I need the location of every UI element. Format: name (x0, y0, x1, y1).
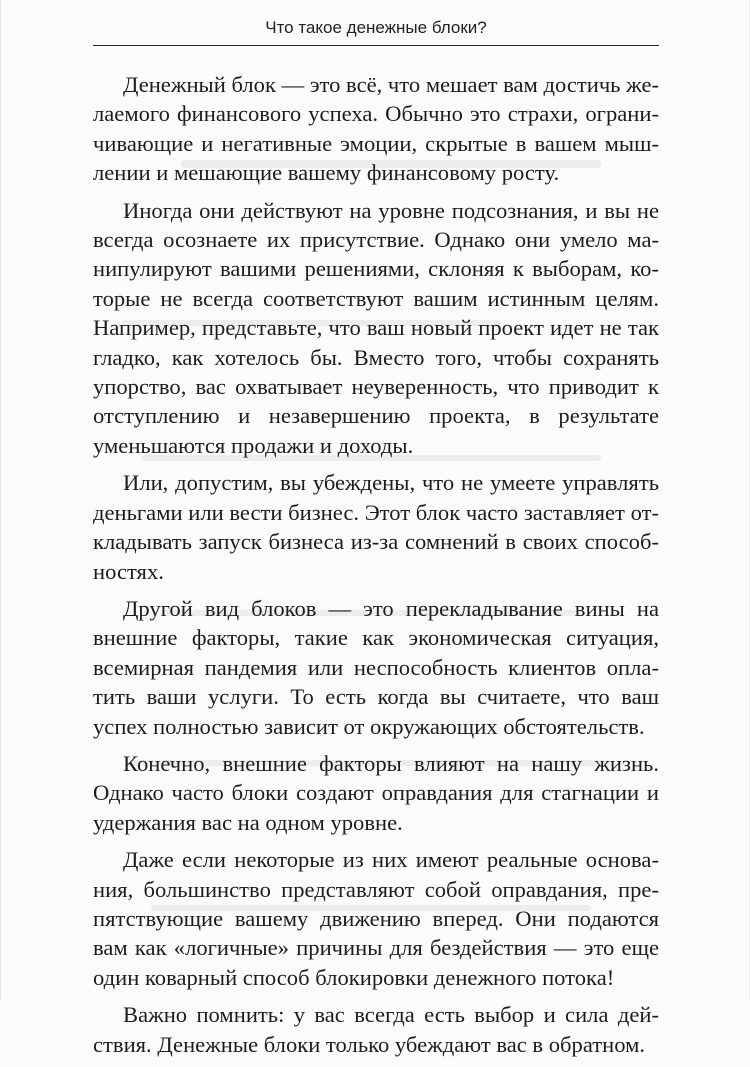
paragraph: Важно помнить: у вас всегда есть выбор и сила действия. Денежные блоки только убеждают вас в обратном. (93, 1002, 659, 1057)
body-text (93, 70, 659, 1067)
header-rule (93, 45, 659, 46)
paragraph: Даже если некоторые из них имеют реальные основания, большинство представляют собой оправдания, препятствующие вашему движению вперед. Они подаются вам как «логичные» причины для бездействия — это еще один коварный способ блокировки денежного потока! (93, 847, 659, 990)
running-header: Что такое денежные блоки? (265, 18, 487, 37)
paragraph: Конечно, внешние факторы влияют на нашу жизнь. Однако часто блоки создают оправдания для стагнации и удержания вас на одном уровне. (93, 750, 659, 835)
paragraph: Другой вид блоков — это перекладывание вины на внешние факторы, такие как экономическая ситуация, всемирная пандемия или неспособность клиентов оплатить ваши услуги. То есть когда вы считаете, что ваш успех полностью зависит от окружающих обстоятельств. (93, 595, 659, 739)
paragraph: Иногда они действуют на уровне подсознания, и вы не всегда осознаете их присутствие. Однако они умело манипулируют вашими решениями, склоняя к выборам, которые не всегда соответствуют вашим истинным целям. Например, представьте, что ваш новый проект идет не так гладко, как хотелось бы. Вместо того, чтобы сохранять упорство, вас охватывает неуверенность, что приводит к отступлению и незавершению проекта, в результате уменьшаются продажи и доходы. (93, 197, 659, 458)
paragraph: Денежный блок — это всё, что мешает вам достичь желаемого финансового успеха. Обычно это страхи, ограничивающие и негативные эмоции, скрытые в вашем мышлении и мешающие вашему финансовому росту. (93, 72, 660, 186)
paragraph: Или, допустим, вы убеждены, что не умеете управлять деньгами или вести бизнес. Этот блок часто заставляет откладывать запуск бизнеса из-за сомнений в своих способностях. (93, 470, 659, 584)
